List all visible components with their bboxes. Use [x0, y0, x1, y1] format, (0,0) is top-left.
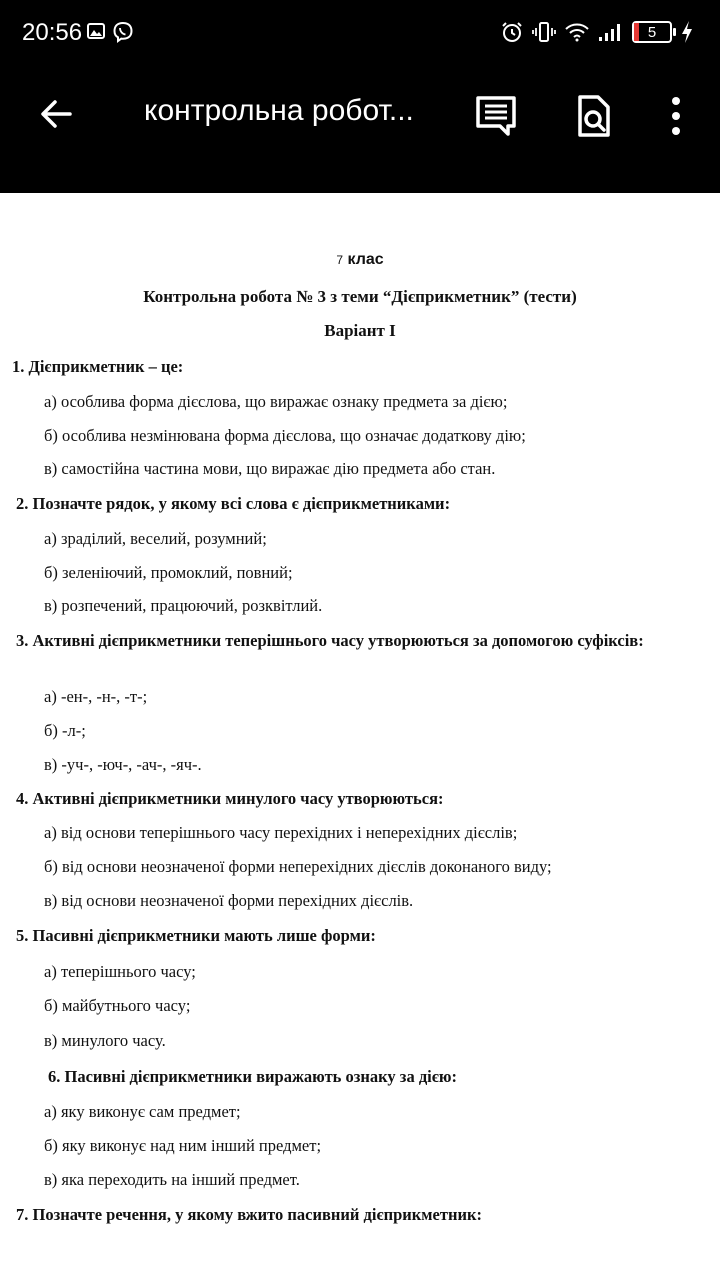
- question-2-option-a: а) зраділий, веселий, розумний;: [44, 529, 267, 548]
- wifi-icon: [564, 21, 590, 43]
- status-time: 20:56: [22, 19, 83, 46]
- question-2: 2. Позначте рядок, у якому всі слова є дієприкметниками:: [16, 494, 451, 513]
- question-1-option-b: б) особлива незмінювана форма дієслова, що означає додаткову дію;: [44, 426, 526, 445]
- question-2-option-b: б) зеленіючий, промоклий, повний;: [44, 563, 293, 582]
- app-bar: [0, 66, 720, 193]
- question-7: 7. Позначте речення, у якому вжито пасивний дієприкметник:: [16, 1205, 482, 1224]
- signal-icon: [598, 21, 624, 43]
- status-left-icons: [86, 21, 134, 43]
- question-1: 1. Дієприкметник – це:: [12, 357, 184, 376]
- question-5-option-c: в) минулого часу.: [44, 1031, 166, 1050]
- question-1-option-c: в) самостійна частина мови, що виражає дію предмета або стан.: [44, 459, 496, 478]
- comments-icon[interactable]: [474, 94, 518, 138]
- question-3-option-b: б) -л-;: [44, 721, 86, 740]
- question-4-option-a: а) від основи теперішнього часу перехідних і неперехідних дієслів;: [44, 823, 518, 842]
- viber-icon: [112, 21, 134, 43]
- question-4-option-c: в) від основи неозначеної форми перехідних дієслів.: [44, 891, 414, 910]
- question-4-option-b: б) від основи неозначеної форми неперехідних дієслів доконаного виду;: [44, 857, 552, 876]
- question-6-option-a: а) яку виконує сам предмет;: [44, 1102, 241, 1121]
- grade-number: 7: [336, 253, 344, 267]
- document-title: контрольна робот...: [144, 94, 414, 127]
- test-title: Контрольна робота № 3 з теми “Дієприкметник” (тести): [143, 287, 577, 306]
- alarm-icon: [500, 20, 524, 44]
- grade-heading: [0, 251, 720, 269]
- question-6-option-b: б) яку виконує над ним інший предмет;: [44, 1136, 322, 1155]
- document-page: [0, 193, 720, 1269]
- question-5-option-b: б) майбутнього часу;: [44, 996, 191, 1015]
- question-3-option-a: а) -ен-, -н-, -т-;: [44, 687, 148, 706]
- battery-icon: [632, 21, 672, 43]
- image-icon: [86, 21, 106, 41]
- question-5-option-a: а) теперішнього часу;: [44, 962, 196, 981]
- battery-level: 5: [647, 23, 657, 41]
- question-6-option-c: в) яка переходить на інший предмет.: [44, 1170, 300, 1189]
- question-5: 5. Пасивні дієприкметники мають лише форми:: [16, 926, 376, 945]
- question-2-option-c: в) розпечений, працюючий, розквітлий.: [44, 596, 323, 615]
- question-3: 3. Активні дієприкметники теперішнього часу утворюються за допомогою суфіксів:: [16, 631, 644, 650]
- battery-fill: [634, 23, 639, 41]
- variant-heading: Варіант І: [324, 321, 396, 340]
- question-6: 6. Пасивні дієприкметники виражають ознаку за дією:: [48, 1067, 457, 1086]
- vibrate-icon: [532, 20, 556, 44]
- back-arrow-icon[interactable]: [36, 94, 76, 134]
- grade-word: клас: [347, 251, 384, 268]
- question-4: 4. Активні дієприкметники минулого часу утворюються:: [16, 789, 444, 808]
- question-1-option-a: а) особлива форма дієслова, що виражає ознаку предмета за дією;: [44, 392, 508, 411]
- charging-icon: [680, 20, 694, 44]
- status-right-icons: [500, 20, 694, 44]
- more-vert-icon[interactable]: [654, 94, 698, 138]
- status-bar: [0, 0, 720, 66]
- question-3-option-c: в) -уч-, -юч-, -ач-, -яч-.: [44, 755, 202, 774]
- document-search-icon[interactable]: [572, 94, 616, 138]
